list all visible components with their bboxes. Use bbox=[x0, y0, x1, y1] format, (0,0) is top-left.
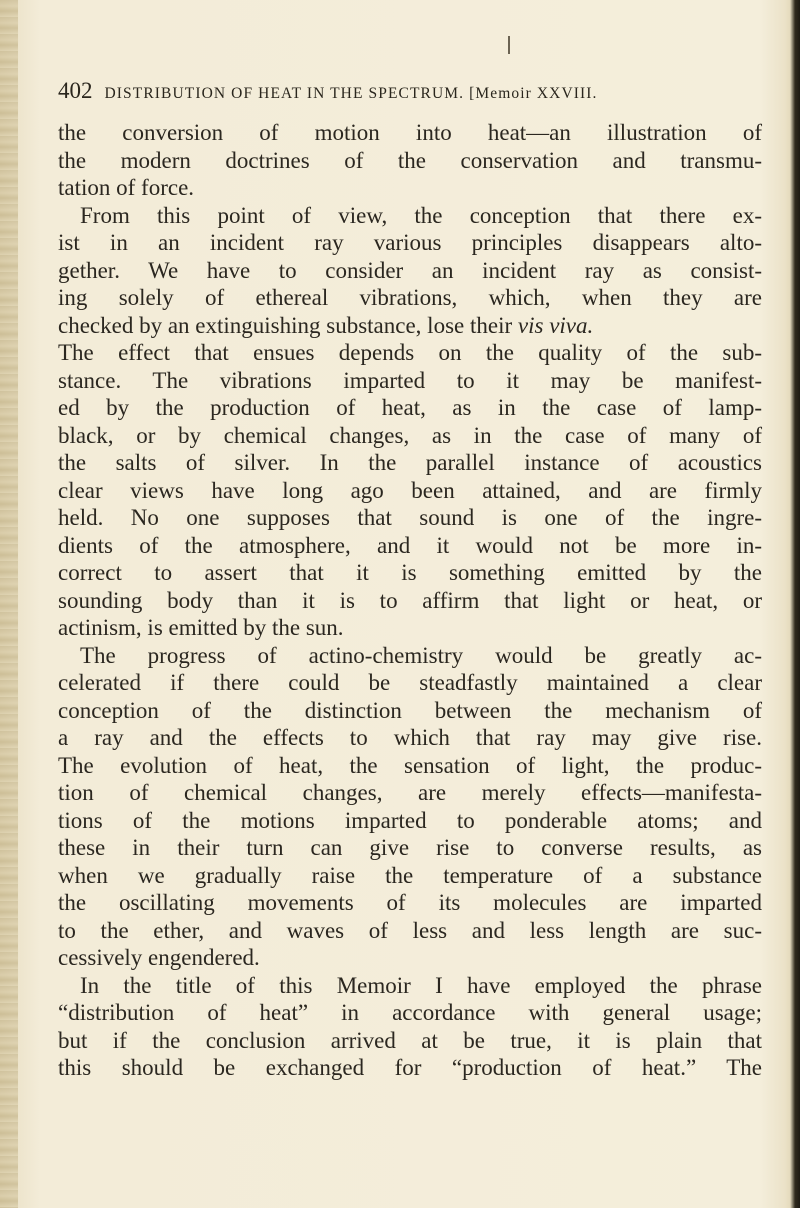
text-line: to the ether, and waves of less and less length are suc- bbox=[58, 917, 762, 943]
text-line: a ray and the effects to which that ray may give rise. bbox=[58, 725, 762, 750]
italic-phrase: vis viva. bbox=[517, 312, 594, 338]
running-header bbox=[58, 78, 758, 104]
page-number: 402 bbox=[58, 78, 93, 103]
text-line: ing solely of ethereal vibrations, which, when they are bbox=[58, 285, 762, 310]
text-line: held. No one supposes that sound is one of the ingre- bbox=[58, 505, 762, 530]
text-line: tation of force. bbox=[58, 175, 195, 200]
text-line: when we gradually raise the temperature of a substance bbox=[58, 862, 762, 888]
text-line: The progress of actino-chemistry would be greatly ac- bbox=[80, 642, 762, 668]
text-line: but if the conclusion arrived at be true, it is plain that bbox=[58, 1027, 762, 1053]
text-line: tion of chemical changes, are merely effects—manifesta- bbox=[58, 780, 762, 805]
text-line: gether. We have to consider an incident ray as consist- bbox=[58, 257, 762, 283]
text-line: these in their turn can give rise to converse results, as bbox=[58, 835, 762, 860]
body-text bbox=[58, 119, 762, 1082]
text-line: black, or by chemical changes, as in the case of many of bbox=[58, 422, 762, 448]
text-line: the conversion of motion into heat—an illustration of bbox=[58, 120, 762, 145]
text-line: “distribution of heat” in accordance with general usage; bbox=[58, 1000, 762, 1025]
text-line: In the title of this Memoir I have employed the phrase bbox=[80, 972, 762, 998]
text-fragment: checked by an extinguishing substance, lose their bbox=[58, 312, 513, 338]
text-line: celerated if there could be steadfastly maintained a clear bbox=[58, 670, 762, 695]
text-line: the oscillating movements of its molecules are imparted bbox=[58, 890, 762, 915]
page-edge bbox=[790, 0, 800, 1208]
print-mark bbox=[508, 36, 510, 54]
text-line: stance. The vibrations imparted to it may be manifest- bbox=[58, 367, 762, 393]
text-line: actinism, is emitted by the sun. bbox=[58, 615, 344, 640]
text-line: correct to assert that it is something emitted by the bbox=[58, 560, 762, 585]
running-title: DISTRIBUTION OF HEAT IN THE SPECTRUM. [Memoir XXVIII. bbox=[104, 85, 598, 102]
text-line: conception of the distinction between the mechanism of bbox=[58, 697, 762, 723]
text-line: ist in an incident ray various principles disappears alto- bbox=[58, 230, 762, 255]
text-line: dients of the atmosphere, and it would not be more in- bbox=[58, 532, 762, 558]
text-line: ed by the production of heat, as in the case of lamp- bbox=[58, 395, 762, 420]
text-line: tions of the motions imparted to ponderable atoms; and bbox=[58, 807, 762, 833]
text-line: sounding body than it is to affirm that light or heat, or bbox=[58, 587, 762, 613]
text-line: cessively engendered. bbox=[58, 945, 260, 970]
text-line: From this point of view, the conception that there ex- bbox=[80, 202, 762, 228]
text-line: the modern doctrines of the conservation and transmu- bbox=[58, 147, 762, 173]
page-gutter bbox=[0, 0, 18, 1208]
text-line bbox=[58, 312, 762, 340]
text-line: The effect that ensues depends on the quality of the sub- bbox=[58, 340, 762, 365]
text-line: The evolution of heat, the sensation of light, the produc- bbox=[58, 752, 762, 778]
text-line: this should be exchanged for “production of heat.” The bbox=[58, 1055, 762, 1080]
text-line: the salts of silver. In the parallel instance of acoustics bbox=[58, 450, 762, 475]
text-line: clear views have long ago been attained, and are firmly bbox=[58, 477, 762, 503]
